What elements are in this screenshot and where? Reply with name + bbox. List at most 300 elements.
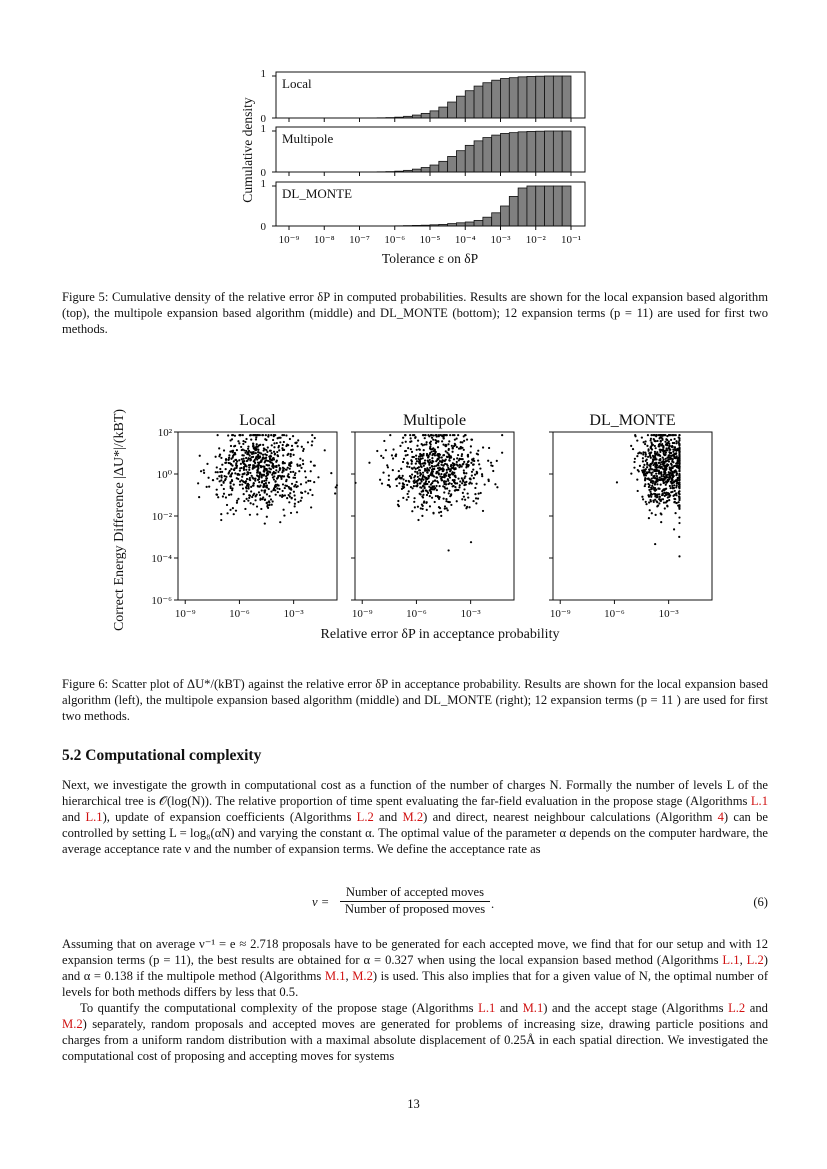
x-tick-label: 10⁻⁹	[549, 608, 571, 620]
scatter-point	[432, 468, 434, 470]
scatter-point	[259, 494, 261, 496]
scatter-point	[255, 445, 257, 447]
scatter-point	[469, 477, 471, 479]
scatter-point	[652, 455, 654, 457]
scatter-point	[640, 452, 642, 454]
scatter-point	[286, 485, 288, 487]
histogram-bar	[518, 132, 527, 172]
cross-reference-link[interactable]: M.2	[352, 969, 373, 983]
scatter-point	[260, 459, 262, 461]
paragraph-text: ) can be controlled by setting L = log₈(αN) and varying the constant α. The optimal value of the parameter α depends on the computer hardware, the average acceptance rate ν and the number of expansion terms. We define the acceptance rate as	[62, 810, 768, 856]
histogram-bar	[527, 186, 536, 226]
scatter-point	[234, 459, 236, 461]
scatter-point	[464, 482, 466, 484]
histogram-bar	[553, 76, 562, 118]
scatter-point	[478, 463, 480, 465]
figure-5-caption: Figure 5: Cumulative density of the relative error δP in computed probabilities. Results are shown for the local expansion based algorithm (top), the multipole expansion based algorithm (middle) and DL_MONTE (bottom); 12 expansion terms (p = 11) are used for first two methods.	[62, 290, 768, 336]
x-tick-label: 10⁻⁸	[313, 234, 335, 246]
scatter-point	[297, 485, 299, 487]
scatter-point	[437, 446, 439, 448]
scatter-point	[277, 437, 279, 439]
scatter-point	[291, 445, 293, 447]
scatter-point	[231, 479, 233, 481]
scatter-point	[266, 451, 268, 453]
scatter-point	[432, 486, 434, 488]
scatter-point	[269, 458, 271, 460]
x-tick-label: 10⁻³	[460, 608, 481, 620]
scatter-point	[411, 451, 413, 453]
scatter-point	[268, 495, 270, 497]
scatter-point	[678, 516, 680, 518]
scatter-point	[254, 478, 256, 480]
cross-reference-link[interactable]: M.1	[522, 1001, 544, 1015]
scatter-point	[289, 465, 291, 467]
scatter-point	[296, 481, 298, 483]
scatter-point	[256, 505, 258, 507]
scatter-point	[293, 491, 295, 493]
cross-reference-link[interactable]: M.2	[62, 1017, 83, 1031]
scatter-point	[235, 462, 237, 464]
scatter-point	[481, 475, 483, 477]
scatter-point	[292, 471, 294, 473]
scatter-point	[426, 441, 428, 443]
scatter-point	[415, 463, 417, 465]
scatter-point	[314, 437, 316, 439]
scatter-point	[446, 487, 448, 489]
scatter-point	[422, 484, 424, 486]
scatter-point	[672, 473, 674, 475]
scatter-point	[215, 493, 217, 495]
scatter-point	[637, 452, 639, 454]
scatter-point	[398, 482, 400, 484]
scatter-point	[678, 443, 680, 445]
scatter-point	[410, 448, 412, 450]
scatter-point	[672, 487, 674, 489]
scatter-point	[667, 480, 669, 482]
paragraph-text: Next, we investigate the growth in computational cost as a function of the number of charges N. Formally the number of levels L of the hierarchical tree is 𝒪(log(N)). The relative proportion of time spent evaluating the far-field evaluation in the propose stage (Algorithms	[62, 778, 768, 808]
scatter-point	[435, 485, 437, 487]
scatter-point	[454, 475, 456, 477]
scatter-point	[258, 478, 260, 480]
scatter-point	[673, 484, 675, 486]
scatter-point	[439, 485, 441, 487]
paragraph-1	[62, 777, 768, 857]
scatter-point	[645, 453, 647, 455]
scatter-point	[472, 458, 474, 460]
cross-reference-link[interactable]: L.1	[722, 953, 740, 967]
scatter-point	[265, 434, 267, 436]
scatter-point	[665, 468, 667, 470]
scatter-point	[444, 480, 446, 482]
scatter-point	[662, 489, 664, 491]
scatter-point	[278, 449, 280, 451]
scatter-point	[665, 451, 667, 453]
scatter-point	[459, 458, 461, 460]
scatter-point	[643, 441, 645, 443]
scatter-point	[270, 468, 272, 470]
histogram-bar	[448, 102, 457, 118]
paragraph-2	[62, 936, 768, 1000]
scatter-point	[676, 455, 678, 457]
scatter-point	[427, 460, 429, 462]
scatter-point	[454, 443, 456, 445]
scatter-point	[220, 484, 222, 486]
x-tick-label: 10⁻⁹	[174, 608, 196, 620]
cross-reference-link[interactable]: L.2	[728, 1001, 746, 1015]
histogram-bar	[448, 156, 457, 172]
scatter-point	[376, 450, 378, 452]
scatter-point	[311, 494, 313, 496]
scatter-point	[673, 470, 675, 472]
scatter-point	[231, 434, 233, 436]
scatter-point	[232, 507, 234, 509]
scatter-point	[275, 484, 277, 486]
y-tick-label: 1	[260, 123, 266, 135]
scatter-point	[309, 489, 311, 491]
scatter-point	[472, 464, 474, 466]
scatter-point	[405, 441, 407, 443]
scatter-point	[655, 477, 657, 479]
scatter-point	[288, 494, 290, 496]
scatter-point	[230, 485, 232, 487]
cross-reference-link[interactable]: M.1	[324, 969, 346, 983]
scatter-point	[674, 498, 676, 500]
histogram-bar	[474, 141, 483, 172]
scatter-point	[270, 498, 272, 500]
scatter-point	[644, 485, 646, 487]
scatter-point	[441, 440, 443, 442]
scatter-point	[279, 521, 281, 523]
scatter-point	[633, 461, 635, 463]
scatter-point	[455, 463, 457, 465]
scatter-point	[668, 445, 670, 447]
scatter-point	[646, 466, 648, 468]
scatter-point	[310, 506, 312, 508]
axes-frame	[553, 432, 712, 600]
scatter-point	[241, 476, 243, 478]
scatter-point	[256, 469, 258, 471]
scatter-point	[273, 446, 275, 448]
scatter-point	[422, 496, 424, 498]
scatter-point	[427, 434, 429, 436]
scatter-point	[302, 459, 304, 461]
scatter-point	[439, 507, 441, 509]
scatter-point	[424, 459, 426, 461]
scatter-point	[465, 507, 467, 509]
scatter-point	[666, 505, 668, 507]
scatter-point	[662, 493, 664, 495]
x-tick-label: 10⁻³	[658, 608, 679, 620]
scatter-point	[417, 467, 419, 469]
axes-frame	[355, 432, 514, 600]
scatter-point	[243, 469, 245, 471]
scatter-panel-dl-monte	[549, 412, 712, 620]
scatter-point	[406, 484, 408, 486]
scatter-point	[244, 482, 246, 484]
scatter-point	[653, 439, 655, 441]
scatter-point	[657, 504, 659, 506]
scatter-point	[487, 460, 489, 462]
scatter-point	[669, 452, 671, 454]
scatter-point	[444, 508, 446, 510]
scatter-point	[677, 477, 679, 479]
histogram-bar	[545, 76, 554, 118]
scatter-point	[276, 477, 278, 479]
scatter-point	[643, 473, 645, 475]
scatter-point	[228, 473, 230, 475]
histogram-bar	[465, 145, 474, 172]
cross-reference-link[interactable]: L.2	[356, 810, 374, 824]
y-tick-label: 0	[260, 167, 266, 179]
scatter-point	[488, 447, 490, 449]
scatter-point	[264, 489, 266, 491]
scatter-point	[654, 463, 656, 465]
scatter-point	[243, 463, 245, 465]
scatter-point	[461, 498, 463, 500]
scatter-point	[645, 503, 647, 505]
scatter-point	[255, 436, 257, 438]
scatter-point	[289, 438, 291, 440]
x-axis-label: Relative error δP in acceptance probability	[320, 627, 560, 642]
scatter-point	[456, 446, 458, 448]
scatter-point	[666, 500, 668, 502]
scatter-point	[244, 441, 246, 443]
scatter-point	[408, 481, 410, 483]
paragraph-text: ), update of expansion coefficients (Algorithms	[102, 810, 357, 824]
scatter-point	[672, 461, 674, 463]
histogram-bar	[492, 135, 501, 172]
equation-fraction	[340, 885, 490, 917]
scatter-point	[415, 458, 417, 460]
scatter-point	[672, 453, 674, 455]
scatter-point	[303, 448, 305, 450]
scatter-point	[670, 472, 672, 474]
histogram-bar	[501, 206, 510, 226]
scatter-point	[403, 458, 405, 460]
scatter-point	[423, 462, 425, 464]
scatter-point	[443, 476, 445, 478]
scatter-point	[665, 482, 667, 484]
scatter-point	[458, 466, 460, 468]
scatter-point	[665, 447, 667, 449]
histogram-bar	[553, 186, 562, 226]
equation-lhs: ν =	[312, 895, 330, 909]
scatter-point	[450, 504, 452, 506]
scatter-point	[456, 457, 458, 459]
scatter-point	[660, 440, 662, 442]
x-tick-label: 10⁻³	[283, 608, 304, 620]
scatter-point	[402, 437, 404, 439]
scatter-point	[264, 522, 266, 524]
scatter-point	[416, 471, 418, 473]
scatter-point	[219, 471, 221, 473]
scatter-point	[230, 493, 232, 495]
histogram-bar	[518, 77, 527, 118]
panel-title: DL_MONTE	[589, 412, 676, 429]
x-axis-label: Tolerance ε on δP	[381, 251, 479, 266]
scatter-point	[478, 493, 480, 495]
cross-reference-link[interactable]: L.1	[85, 810, 103, 824]
scatter-point	[216, 489, 218, 491]
scatter-point	[671, 467, 673, 469]
scatter-point	[272, 463, 274, 465]
scatter-point	[290, 471, 292, 473]
histogram-bar	[483, 83, 492, 118]
scatter-point	[266, 454, 268, 456]
y-tick-label: 1	[260, 68, 266, 80]
scatter-point	[276, 442, 278, 444]
scatter-point	[678, 484, 680, 486]
scatter-point	[471, 439, 473, 441]
scatter-point	[239, 484, 241, 486]
scatter-point	[475, 483, 477, 485]
scatter-point	[236, 449, 238, 451]
scatter-point	[227, 434, 229, 436]
scatter-point	[669, 448, 671, 450]
scatter-point	[470, 451, 472, 453]
histogram-bar	[483, 217, 492, 226]
scatter-point	[474, 473, 476, 475]
scatter-point	[424, 470, 426, 472]
scatter-point	[641, 496, 643, 498]
scatter-point	[643, 464, 645, 466]
scatter-point	[263, 449, 265, 451]
scatter-point	[654, 458, 656, 460]
scatter-point	[288, 487, 290, 489]
scatter-point	[409, 441, 411, 443]
cross-reference-link[interactable]: 4	[717, 810, 724, 824]
scatter-point	[264, 438, 266, 440]
scatter-point	[268, 500, 270, 502]
scatter-point	[645, 501, 647, 503]
scatter-point	[667, 496, 669, 498]
scatter-point	[263, 484, 265, 486]
scatter-point	[431, 454, 433, 456]
scatter-point	[230, 473, 232, 475]
scatter-point	[404, 450, 406, 452]
scatter-point	[228, 494, 230, 496]
scatter-point	[251, 496, 253, 498]
histogram-bar	[501, 79, 510, 118]
scatter-point	[647, 483, 649, 485]
scatter-point	[669, 458, 671, 460]
cross-reference-link[interactable]: L.1	[750, 794, 768, 808]
scatter-point	[266, 502, 268, 504]
scatter-point	[423, 502, 425, 504]
paragraph-text: ,	[739, 953, 747, 967]
scatter-point	[290, 455, 292, 457]
histogram-bar	[456, 151, 465, 172]
scatter-point	[654, 482, 656, 484]
cross-reference-link[interactable]: L.1	[478, 1001, 496, 1015]
scatter-point	[421, 515, 423, 517]
scatter-point	[267, 470, 269, 472]
scatter-point	[271, 452, 273, 454]
scatter-point	[301, 446, 303, 448]
histogram-bar	[562, 76, 571, 118]
scatter-point	[414, 471, 416, 473]
scatter-point	[496, 460, 498, 462]
scatter-point	[663, 461, 665, 463]
histogram-bar	[465, 91, 474, 118]
scatter-point	[450, 464, 452, 466]
paragraph-text: ) separately, random proposals and accepted moves are generated for problems of increasing size, drawing particle positions and charges from a uniform random distribution with a maximal absolute displacement of 0.25Å in each spatial direction. We investigated the computational cost of proposing and accepting moves for systems	[62, 1017, 768, 1063]
scatter-point	[294, 505, 296, 507]
paragraph-text: and	[745, 1001, 768, 1015]
scatter-point	[217, 496, 219, 498]
scatter-point	[300, 467, 302, 469]
y-tick-label: 10⁰	[156, 469, 172, 481]
scatter-point	[231, 438, 233, 440]
scatter-point	[440, 460, 442, 462]
scatter-point	[477, 453, 479, 455]
scatter-point	[482, 446, 484, 448]
scatter-point	[448, 453, 450, 455]
scatter-point	[650, 496, 652, 498]
scatter-point	[229, 470, 231, 472]
scatter-point	[402, 485, 404, 487]
scatter-point	[642, 498, 644, 500]
scatter-point	[474, 493, 476, 495]
scatter-point	[675, 494, 677, 496]
scatter-point	[463, 440, 465, 442]
scatter-point	[475, 497, 477, 499]
scatter-point	[290, 512, 292, 514]
scatter-point	[676, 485, 678, 487]
scatter-point	[431, 473, 433, 475]
scatter-point	[273, 435, 275, 437]
scatter-point	[411, 456, 413, 458]
scatter-point	[221, 476, 223, 478]
scatter-point	[385, 449, 387, 451]
scatter-point	[220, 457, 222, 459]
scatter-point	[252, 446, 254, 448]
scatter-point	[271, 444, 273, 446]
scatter-point	[656, 475, 658, 477]
scatter-point	[278, 488, 280, 490]
scatter-point	[448, 492, 450, 494]
scatter-point	[443, 491, 445, 493]
scatter-point	[429, 495, 431, 497]
scatter-point	[259, 485, 261, 487]
scatter-point	[453, 458, 455, 460]
scatter-point	[447, 467, 449, 469]
scatter-point	[246, 498, 248, 500]
histogram-bar	[509, 133, 518, 172]
scatter-point	[272, 467, 274, 469]
scatter-point	[282, 444, 284, 446]
scatter-point	[247, 448, 249, 450]
scatter-point	[470, 445, 472, 447]
scatter-point	[310, 461, 312, 463]
scatter-point	[294, 474, 296, 476]
scatter-point	[490, 464, 492, 466]
cross-reference-link[interactable]: M.2	[402, 810, 424, 824]
scatter-point	[462, 463, 464, 465]
scatter-point	[658, 444, 660, 446]
scatter-point	[424, 437, 426, 439]
scatter-point	[468, 506, 470, 508]
histogram-bar	[492, 213, 501, 226]
scatter-point	[656, 440, 658, 442]
scatter-point	[259, 444, 261, 446]
scatter-point	[285, 434, 287, 436]
scatter-point	[476, 471, 478, 473]
equation-number: (6)	[753, 895, 768, 909]
cross-reference-link[interactable]: L.2	[746, 953, 764, 967]
scatter-point	[248, 497, 250, 499]
scatter-point	[249, 454, 251, 456]
